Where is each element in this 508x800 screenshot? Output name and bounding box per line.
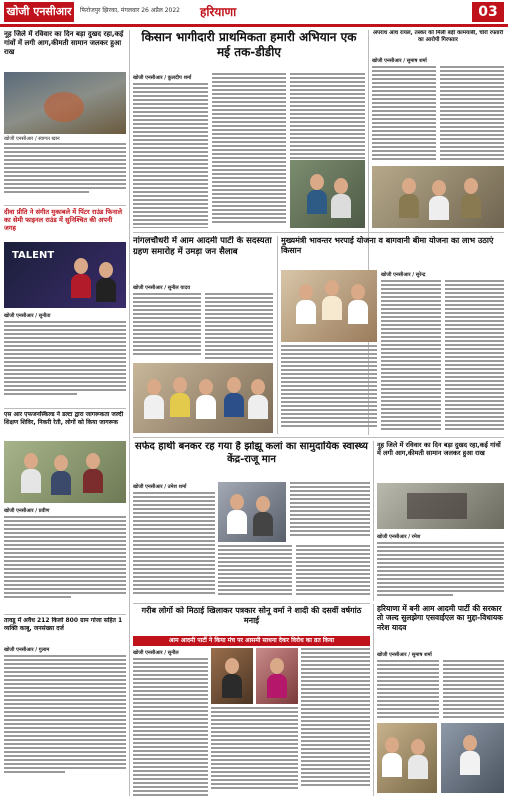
story-headline: नूह जिले में रविवार का दिन बड़ा दुखद रहा,कई गांवों में लगी आग,कीमती सामान जलकर हुआ राख xyxy=(4,30,124,56)
article-text xyxy=(133,83,208,228)
burnt-house-photo xyxy=(377,483,504,529)
story-accident2-headline-box xyxy=(377,441,504,481)
story-body xyxy=(133,648,208,796)
article-text xyxy=(205,293,273,359)
story-body xyxy=(377,650,504,720)
story-headline: अपराध आंध रायल, तस्कर को मिली बड़ी कामयाबी, चोरों रफ्तारी का आरोपी गिरफ्तार xyxy=(372,30,504,43)
story-body xyxy=(372,56,504,164)
party-event-photo xyxy=(133,363,273,433)
story-body xyxy=(211,707,298,796)
article-text xyxy=(133,658,208,796)
story-awareness-headline-box xyxy=(4,411,126,439)
article-text xyxy=(381,280,441,430)
story-haryana-headline-box xyxy=(377,604,504,648)
article-text xyxy=(4,655,126,773)
story-headline: तावडू में अवैध 212 किलो 800 ग्राम गांजा सहित 1 व्यक्ति काबू, जनसंख्या दर्ज xyxy=(4,617,123,632)
story-body xyxy=(281,345,377,433)
story-headline: हरियाणा में बनी आम आदमी पार्टी की सरकार तो जल्द सुलझेगा एसवाईएल का मुद्दा-विधायक नरेश यादव xyxy=(377,604,503,632)
story-music-headline-box xyxy=(4,208,126,240)
article-columns xyxy=(133,293,273,361)
story-body xyxy=(290,482,370,544)
story-headline: सफेद हाथी बनकर रह गया है झोझू कलां का सामुदायिक स्वास्थ्य केंद्र-राजू मान xyxy=(135,441,368,465)
minister-photo xyxy=(281,270,377,342)
article-text xyxy=(372,66,436,160)
mla-meeting-photo xyxy=(377,723,437,793)
story-body xyxy=(377,532,504,600)
talent-show-photo xyxy=(4,242,126,308)
mla-speaking-photo xyxy=(441,723,504,793)
byline: खोजी एनसीआर / सुनील xyxy=(133,650,179,656)
divider xyxy=(133,603,370,604)
article-text xyxy=(377,660,439,718)
story-nangal-headline-box xyxy=(133,236,273,280)
article-text xyxy=(133,492,215,594)
article-columns xyxy=(381,280,504,432)
divider xyxy=(133,437,504,438)
portrait-woman-photo xyxy=(256,648,298,704)
column-rule xyxy=(129,30,130,796)
article-columns xyxy=(372,66,504,162)
story-body xyxy=(4,143,126,203)
byline: खोजी एनसीआर / गुलाम xyxy=(4,647,50,653)
byline: खोजी एनसीआर / उमेश शर्मा xyxy=(133,484,187,490)
story-headline: नांगलचौधरी में आम आदमी पार्टी के सदस्यता ग्रहण समारोह में उमड़ा जन सैलाब xyxy=(133,236,272,257)
divider xyxy=(4,408,126,409)
page-number: 03 xyxy=(472,2,504,22)
portrait-man-photo xyxy=(211,648,253,704)
column-rule xyxy=(373,604,374,796)
article-columns xyxy=(377,660,504,720)
article-text xyxy=(445,280,505,430)
police-photo xyxy=(372,166,504,228)
article-text xyxy=(440,66,504,160)
story-headline: गरीब लोगों को मिठाई खिलाकर पत्रकार सोनू वर्मा ने शादी की दसवीं वर्षगांठ मनाई xyxy=(141,606,362,625)
story-cm-headline-box xyxy=(281,236,504,266)
awareness-camp-photo xyxy=(4,441,126,503)
story-headline: दीवा प्रीति ने संगीत मुकाबले में पिंटर राउंड फिनाले का सेमी फाइनल राउंड में सुनिश्चित की अपनी जगह xyxy=(4,208,123,233)
story-body xyxy=(4,311,126,406)
story-kisan-headline-box xyxy=(133,30,365,70)
photo-caption: खोजी एनसीआर / स्वागत खान xyxy=(4,136,60,142)
column-rule xyxy=(373,441,374,601)
article-text xyxy=(290,73,365,171)
story-body xyxy=(133,283,273,361)
story-body xyxy=(381,270,504,434)
story-headline: एस आर एफजनस्किल्ड ने डल्टा द्वारा जागरूकता जल्दी शिक्षण शिविर, निकरी रेती, लोगों को किया जागरूक xyxy=(4,411,124,426)
story-body xyxy=(218,545,370,600)
article-text xyxy=(443,660,505,720)
health-centre-photo xyxy=(218,482,286,542)
byline: खोजी एनसीआर / सुनील यादव xyxy=(133,285,191,291)
talent-logo-text: TALENT xyxy=(12,250,55,261)
story-health-headline-box xyxy=(133,441,370,479)
article-text xyxy=(211,707,298,789)
story-wedding-headline-box xyxy=(133,606,370,634)
byline: खोजी एनसीआर / सुनीता xyxy=(4,313,51,319)
story-body xyxy=(301,648,370,796)
divider xyxy=(4,205,126,206)
article-columns xyxy=(218,545,370,597)
byline: खोजी एनसीआर / कुलदीप शर्मा xyxy=(133,75,192,81)
story-headline: नूह जिले में रविवार का दिन बड़ा दुखद रहा,कई गांवों में लगी आग,कीमती सामान जलकर हुआ राख xyxy=(377,441,501,458)
masthead-rule xyxy=(0,24,508,27)
article-text xyxy=(290,482,370,536)
article-text xyxy=(281,345,377,427)
article-text xyxy=(4,516,126,598)
section-title: हरियाणा xyxy=(200,5,237,19)
article-text xyxy=(296,545,370,595)
article-text xyxy=(133,293,201,355)
article-text xyxy=(212,73,287,223)
masthead xyxy=(0,0,508,24)
divider xyxy=(133,232,504,233)
byline: खोजी एनसीआर / सुरेन्द्र xyxy=(381,272,426,278)
story-tauru-headline-box xyxy=(4,617,126,643)
article-text xyxy=(4,321,126,395)
story-body xyxy=(133,482,215,600)
issue-date: फिरोजपुर झिरका, मंगलवार 26 अप्रैल 2022 xyxy=(80,7,181,14)
lead-headline: किसान भागीदारी प्राथमिकता हमारी अभियान एक मई तक-डीडीए xyxy=(141,30,357,59)
story-body xyxy=(4,645,126,795)
story-bank-headline-box xyxy=(372,30,504,54)
article-text xyxy=(377,542,504,596)
byline: खोजी एनसीआर / प्रवीण xyxy=(4,508,50,514)
farm-field-photo xyxy=(290,160,365,228)
byline: खोजी एनसीआर / सुमाष शर्मा xyxy=(372,58,427,64)
story-body xyxy=(4,506,126,611)
article-text xyxy=(4,143,126,193)
newspaper-logo: खोजी एनसीआर xyxy=(4,2,74,22)
divider xyxy=(4,614,126,615)
article-text xyxy=(301,648,370,786)
fire-photo xyxy=(4,72,126,134)
column-rule xyxy=(277,236,278,434)
byline: खोजी एनसीआर / सुमाष शर्मा xyxy=(377,652,432,658)
sub-banner: आम आदमी पार्टी ने किया मंच पर आसमी साधना देकर विरोध का व्रत किया xyxy=(133,636,370,646)
story-headline: मुख्यमंत्री भावन्तर भरपाई योजना व बागवानी बीमा योजना का लाभ उठाएं किसान xyxy=(281,236,494,255)
byline: खोजी एनसीआर / रमेश xyxy=(377,534,421,540)
story-accident-headline-box xyxy=(4,30,126,70)
article-text xyxy=(218,545,292,595)
